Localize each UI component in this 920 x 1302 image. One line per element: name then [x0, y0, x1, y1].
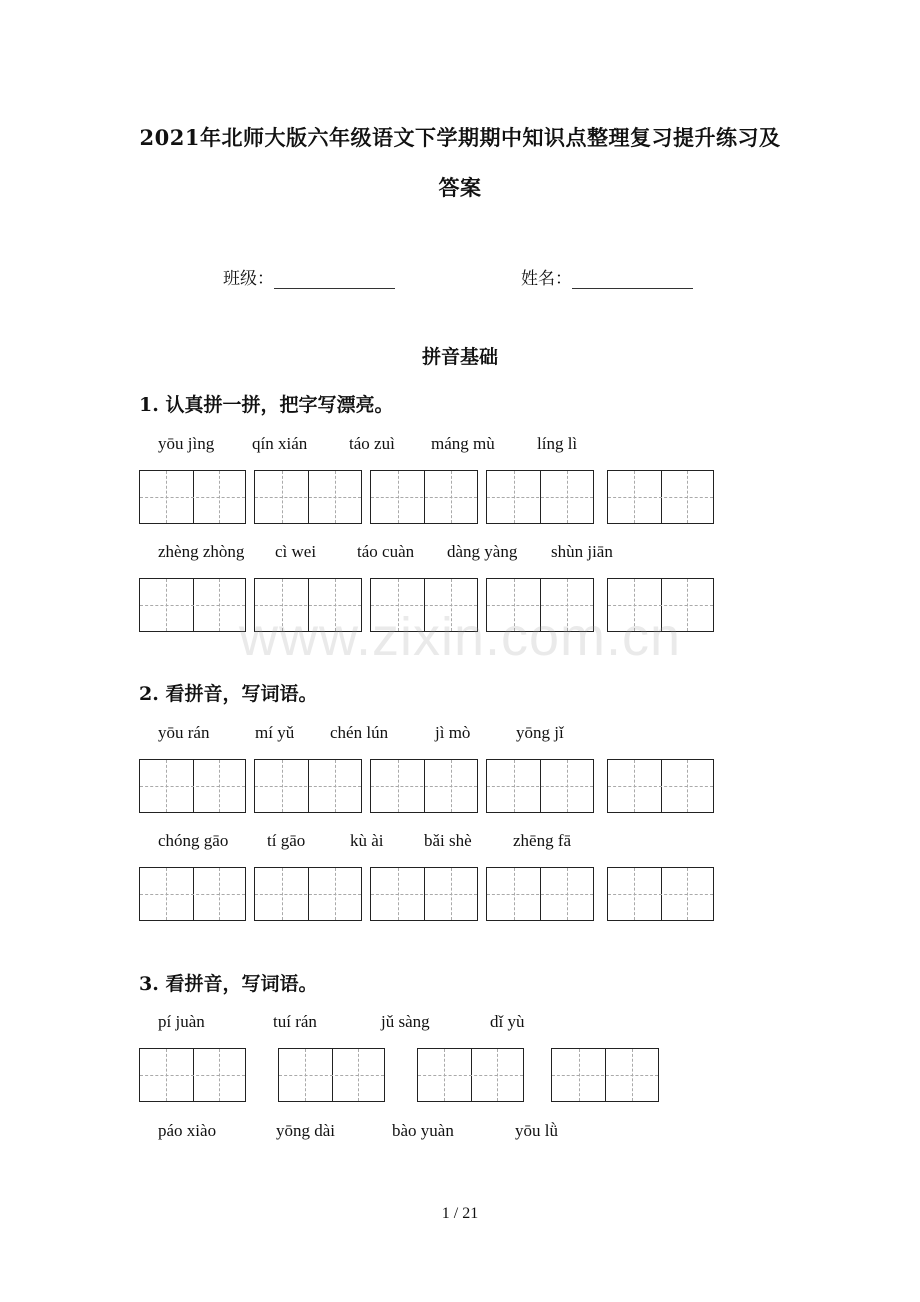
writing-grid[interactable]	[417, 1048, 524, 1102]
writing-grid[interactable]	[551, 1048, 659, 1102]
writing-grid[interactable]	[486, 470, 594, 524]
pinyin-label: kù ài	[350, 831, 384, 850]
pinyin-label: zhēng fā	[513, 831, 572, 850]
watermark: www.zixin.com.cn	[238, 607, 682, 667]
section-title: 拼音基础	[421, 346, 498, 368]
pinyin-label: dàng yàng	[447, 542, 518, 561]
name-input-line[interactable]	[572, 272, 693, 289]
pinyin-label: yōu rán	[158, 723, 210, 742]
question-3-title: 3. 看拼音，写词语。	[139, 973, 318, 995]
writing-grid[interactable]	[278, 1048, 385, 1102]
writing-grid[interactable]	[370, 470, 478, 524]
question-2-title: 2. 看拼音，写词语。	[139, 683, 318, 705]
writing-grid[interactable]	[607, 759, 714, 813]
pinyin-label: tí gāo	[267, 831, 306, 850]
pinyin-label: bǎi shè	[424, 831, 472, 850]
pinyin-label: qín xián	[252, 434, 308, 453]
pinyin-label: dǐ yù	[490, 1012, 525, 1031]
pinyin-label: shùn jiān	[551, 542, 613, 561]
writing-grid[interactable]	[254, 759, 362, 813]
document-title-line1: 2021年北师大版六年级语文下学期期中知识点整理复习提升练习及	[139, 125, 781, 150]
writing-grid[interactable]	[139, 470, 246, 524]
pinyin-label: táo cuàn	[357, 542, 415, 561]
writing-grid[interactable]	[370, 867, 478, 921]
writing-grid[interactable]	[486, 759, 594, 813]
pinyin-label: yōu lǜ	[515, 1121, 558, 1140]
pinyin-label: bào yuàn	[392, 1121, 454, 1140]
pinyin-label: chóng gāo	[158, 831, 229, 850]
pinyin-label: chén lún	[330, 723, 389, 742]
pinyin-label: yōng jǐ	[516, 723, 564, 742]
pinyin-label: táo zuì	[349, 434, 395, 453]
class-input-line[interactable]	[274, 272, 395, 289]
pinyin-label: cì wei	[275, 542, 317, 561]
question-1-title: 1. 认真拼一拼，把字写漂亮。	[139, 394, 394, 416]
writing-grid[interactable]	[486, 867, 594, 921]
name-field	[521, 264, 693, 289]
pinyin-label: yōng dài	[276, 1121, 336, 1140]
pinyin-label: zhèng zhòng	[158, 542, 245, 561]
pinyin-label: máng mù	[431, 434, 495, 453]
pinyin-label: yōu jìng	[158, 434, 215, 453]
writing-grid[interactable]	[607, 867, 714, 921]
document-title-line2: 答案	[438, 175, 482, 200]
class-label: 班级：	[223, 269, 274, 289]
writing-grid[interactable]	[254, 867, 362, 921]
pinyin-label: jì mò	[435, 723, 471, 742]
pinyin-label: pí juàn	[158, 1012, 205, 1031]
writing-grid[interactable]	[607, 470, 714, 524]
pinyin-label: jǔ sàng	[381, 1012, 430, 1031]
writing-grid[interactable]	[139, 1048, 246, 1102]
pinyin-label: mí yǔ	[255, 723, 295, 742]
pinyin-label: líng lì	[537, 434, 578, 453]
writing-grid[interactable]	[254, 470, 362, 524]
pinyin-label: páo xiào	[158, 1121, 217, 1140]
writing-grid[interactable]	[139, 759, 246, 813]
pinyin-label: tuí rán	[273, 1012, 317, 1031]
class-field	[223, 264, 395, 289]
page-number: 1 / 21	[441, 1205, 479, 1222]
writing-grid[interactable]	[370, 759, 478, 813]
name-label: 姓名：	[521, 269, 572, 289]
writing-grid[interactable]	[139, 867, 246, 921]
